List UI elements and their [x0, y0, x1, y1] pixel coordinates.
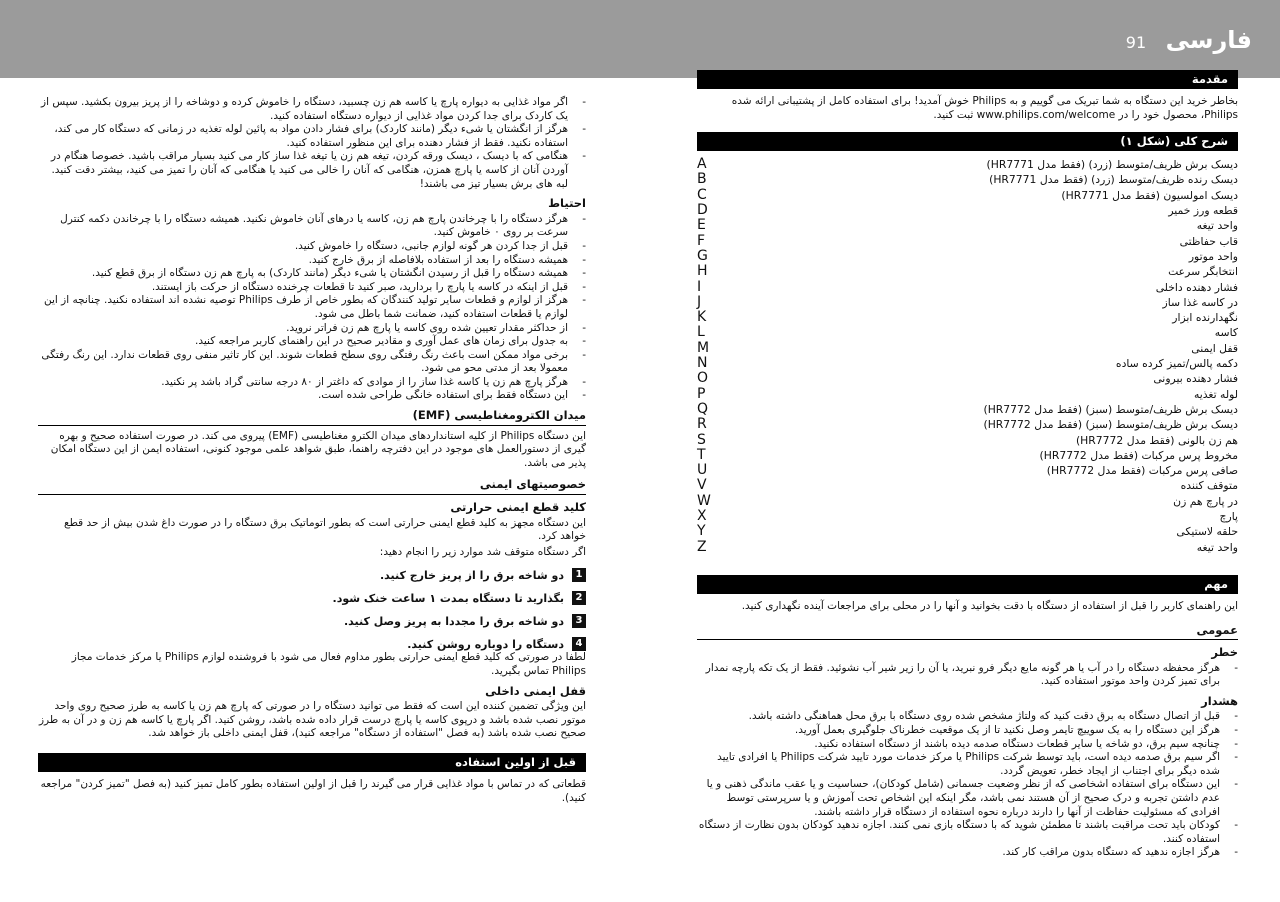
list-item: - هرگز از انگشتان یا شیء دیگر (مانند کاردک) برای فشار دادن مواد به پائین لوله تغذیه در زمانی که دستگاه کار می کند، استفاده نکنید. فقط از فشار دهنده برای این منظور استفاده کنید.: [38, 123, 586, 150]
step-number: 1: [572, 568, 586, 582]
part-item: [697, 509, 1238, 524]
step-number: 2: [572, 591, 586, 605]
list-item: - هرگز محفظه دستگاه را در آب یا هر گونه مایع دیگر فرو نبرید، یا آن را زیر شیر آب نشوئید. فقط از یک تکه پارچه نمدار برای تمیز کردن واحد موتور استفاده کنید.: [697, 662, 1238, 689]
part-description: هم زن بالونی (فقط مدل HR7772): [1075, 433, 1238, 447]
part-description: فشار دهنده داخلی: [1155, 280, 1238, 294]
list-item: - این دستگاه برای استفاده اشخاصی که از نظر وضعیت جسمانی (شامل کودکان)، حساسیت و یا عقب ماندگی ذهنی و یا عدم داشتن تجربه و درک صحیح از آن هستند نمی باشد، مگر اینکه این اشخاص تحت آموزش و یا سرپرستی توسط افرادی که مسئولیت حفاظت از آنها را دارند درباره نحوه استفاده از دستگاه قرار داشته باشند.: [697, 778, 1238, 819]
part-letter: P: [697, 385, 706, 402]
caution-list: [38, 213, 586, 403]
part-item: [697, 371, 1238, 386]
parts-list: [697, 157, 1238, 555]
part-item: [697, 188, 1238, 203]
part-description: قاب حفاظتی: [1179, 234, 1238, 248]
step-item: [38, 568, 586, 582]
overview-heading: شرح کلی (شکل ۱): [697, 132, 1238, 151]
step-number: 3: [572, 614, 586, 628]
first-use-text: قطعاتی که در تماس با مواد غذایی قرار می گیرند را قبل از اولین استفاده بطور کامل تمیز کنید (به فصل "تمیز کردن" مراجعه کنید).: [40, 777, 586, 804]
part-description: در پارچ هم زن: [1173, 494, 1238, 508]
part-letter: Q: [697, 400, 709, 417]
list-item: - هرگز پارچ هم زن یا کاسه غذا ساز را از موادی که داغتر از ۸۰ درجه سانتی گراد باشد پر نکنید.: [38, 376, 586, 390]
part-item: [697, 157, 1238, 172]
part-letter: S: [697, 431, 706, 448]
thermal-text-1: این دستگاه مجهز به کلید قطع ایمنی حرارتی است که بطور اتوماتیک برق دستگاه را در صورت داغ شدن بیش از حد قطع خواهد کرد.: [63, 516, 586, 543]
part-letter: R: [697, 416, 707, 433]
part-letter: A: [697, 156, 707, 173]
part-description: دیسک برش ظریف/متوسط (زرد) (فقط مدل HR7771): [986, 158, 1238, 172]
part-letter: H: [697, 263, 708, 280]
part-item: [697, 540, 1238, 555]
thermal-heading: کلید قطع ایمنی حرارتی: [450, 500, 586, 515]
general-heading: عمومی: [697, 624, 1238, 641]
part-letter: L: [697, 324, 705, 341]
part-description: انتخابگر سرعت: [1168, 265, 1238, 279]
part-letter: D: [697, 202, 708, 219]
part-description: مخروط پرس مرکبات (فقط مدل HR7772): [1039, 448, 1238, 462]
part-description: قطعه ورز خمیر: [1168, 204, 1238, 218]
list-item: - هرگز این دستگاه را به یک سوییچ تایمر وصل نکنید تا از یک موقعیت خطرناک جلوگیری بعمل آورید.: [697, 724, 1238, 738]
part-letter: M: [697, 339, 710, 356]
part-description: حلقه لاستیکی: [1176, 525, 1238, 539]
list-item: - به جدول برای زمان های عمل آوری و مقادیر صحیح در این راهنمای کاربر مراجعه کنید.: [38, 335, 586, 349]
part-item: [697, 264, 1238, 279]
part-item: [697, 172, 1238, 187]
list-item: - اگر مواد غذایی به دیواره پارچ یا کاسه هم زن چسبید، دستگاه را خاموش کرده و دوشاخه را از پریز بیرون بکشید. سپس از یک کاردک برای جدا کردن مواد غذایی از دیواره دستگاه استفاده کنید.: [38, 96, 586, 123]
part-description: دیسک امولسیون (فقط مدل HR7771): [1061, 188, 1238, 202]
part-item: [697, 280, 1238, 295]
important-text: این راهنمای کاربر را قبل از استفاده از دستگاه با دقت بخوانید و آنها را در محلی برای مراجعات آینده نگهداری کنید.: [741, 599, 1238, 612]
part-item: [697, 203, 1238, 218]
part-letter: O: [697, 370, 709, 387]
part-item: [697, 387, 1238, 402]
lock-text: این ویژگی تضمین کننده این است که فقط می توانید دستگاه را در صورتی که پارچ هم زن یا کاسه به طرز صحیح روی واحد موتور نصب شده باشد و درپوی کاسه یا پارچ درست قرار داده شده باشد، روشن کنید. اگر پارچ یا کاسه هم زن و در آن به طرز صحیح نصب شده باشد (به فصل "استفاده از دستگاه" مراجعه کنید)، قفل ایمنی داخلی باز خواهد شد.: [38, 700, 586, 740]
part-description: لوله تغذیه: [1193, 387, 1238, 401]
part-description: دیسک رنده ظریف/متوسط (زرد) (فقط مدل HR7771): [989, 173, 1238, 187]
emf-text: این دستگاه Philips از کلیه استانداردهای میدان الکترو مغناطیسی (EMF) پیروی می کند. در صورت استفاده صحیح و بهره گیری از دستورالعمل های موجود در این دفترچه راهنما، طبق شواهد علمی موجود کنونی، استفاده ایمن از این دستگاه امکان پذیر می باشد.: [50, 429, 586, 469]
part-item: [697, 356, 1238, 371]
emf-heading: میدان الکترومغناطیسی (EMF): [38, 409, 586, 426]
part-letter: N: [697, 355, 708, 372]
list-item: - هرگز از لوازم و قطعات سایر تولید کنندگان که بطور خاص از طرف Philips توصیه نشده اند استفاده نکنید. چنانچه از این لوازم یا قطعات استفاده کنید، ضمانت شما باطل می شود.: [38, 294, 586, 321]
part-item: [697, 478, 1238, 493]
thermal-text-3: لطفا در صورتی که کلید قطع ایمنی حرارتی بطور مداوم فعال می شود با فروشنده لوازم Philips یا مرکز خدمات مجاز Philips تماس بگیرید.: [71, 651, 586, 677]
step-item: [38, 591, 586, 605]
list-item: - کودکان باید تحت مراقبت باشند تا مطمئن شوید که با دستگاه بازی نمی کنند. اجازه ندهید کودکان بدون نظارت از دستگاه استفاده کنند.: [697, 819, 1238, 846]
step-text: بگذارید تا دستگاه بمدت ۱ ساعت خنک شود.: [332, 591, 564, 605]
part-description: متوقف کننده: [1180, 479, 1238, 493]
list-item: - از حداکثر مقدار تعیین شده روی کاسه یا پارچ هم زن فراتر نروید.: [38, 322, 586, 336]
part-description: واحد تیغه: [1196, 219, 1238, 233]
left-column: [38, 96, 586, 807]
part-item: [697, 417, 1238, 432]
part-letter: U: [697, 462, 708, 479]
part-item: [697, 448, 1238, 463]
part-description: صافی پرس مرکبات (فقط مدل HR7772): [1046, 464, 1238, 478]
part-item: [697, 295, 1238, 310]
danger-list: [697, 662, 1238, 689]
warning-list: [697, 710, 1238, 860]
list-item: - چنانچه سیم برق، دو شاخه یا سایر قطعات دستگاه صدمه دیده باشند از دستگاه استفاده نکنید.: [697, 738, 1238, 752]
part-description: دیسک برش ظریف/متوسط (سبز) (فقط مدل HR7772): [983, 418, 1238, 432]
step-item: [38, 614, 586, 628]
lock-heading: قفل ایمنی داخلی: [485, 683, 586, 698]
list-item: - قبل از اینکه در کاسه یا پارچ را بردارید، صبر کنید تا قطعات چرخنده دستگاه از حرکت باز ایستند.: [38, 281, 586, 295]
steps-list: [38, 568, 586, 651]
caution-heading: احتیاط: [548, 196, 586, 211]
part-description: دیسک برش ظریف/متوسط (سبز) (فقط مدل HR7772): [983, 402, 1238, 416]
part-description: در کاسه غذا ساز: [1162, 295, 1238, 309]
part-letter: X: [697, 508, 707, 525]
part-item: [697, 341, 1238, 356]
top-warning-list: [38, 96, 586, 191]
part-letter: T: [697, 446, 706, 463]
part-item: [697, 218, 1238, 233]
step-text: دو شاخه برق را مجددا به پریز وصل کنید.: [343, 614, 564, 628]
part-item: [697, 249, 1238, 264]
intro-heading: مقدمة: [697, 70, 1238, 89]
part-letter: B: [697, 171, 707, 188]
part-letter: K: [697, 309, 707, 326]
list-item: - هنگامی که با دیسک ، دیسک ورقه کردن، تیغه هم زن یا تیغه غذا ساز کار می کنید بسیار مراقب باشید. خصوصا هنگام در آوردن آنان از کاسه یا پارچ همزن، هنگامی که آنان را خالی می کنید یا هنگامی که آنان را تمیز می کنید، بیشتر دقت کنید. لبه های برش بسیار تیز می باشند!: [38, 150, 586, 191]
part-letter: Y: [697, 523, 706, 540]
part-item: [697, 494, 1238, 509]
thermal-text-2: اگر دستگاه متوقف شد موارد زیر را انجام دهید:: [379, 545, 586, 558]
list-item: - این دستگاه فقط برای استفاده خانگی طراحی شده است.: [38, 389, 586, 403]
part-item: [697, 524, 1238, 539]
step-text: دستگاه را دوباره روشن کنید.: [407, 637, 564, 651]
list-item: - همیشه دستگاه را بعد از استفاده بلافاصله از برق خارج کنید.: [38, 254, 586, 268]
part-letter: E: [697, 217, 706, 234]
list-item: - قبل از جدا کردن هر گونه لوازم جانبی، دستگاه را خاموش کنید.: [38, 240, 586, 254]
part-description: قفل ایمنی: [1191, 341, 1238, 355]
safety-heading: خصوصیتهای ایمنی: [38, 478, 586, 495]
part-item: [697, 234, 1238, 249]
list-item: - برخی مواد ممکن است باعث رنگ رفتگی روی سطح قطعات شوند. این کار تاثیر منفی روی قطعات ندارد. این رنگ رفتگی معمولا بعد از مدتی محو می شود.: [38, 349, 586, 376]
part-description: پارچ: [1219, 510, 1238, 524]
part-letter: F: [697, 232, 706, 249]
step-item: [38, 637, 586, 651]
language-title: فارسی: [1165, 26, 1252, 54]
part-item: [697, 325, 1238, 340]
intro-text: بخاطر خرید این دستگاه به شما تبریک می گوییم و به Philips خوش آمدید! برای استفاده کامل از پشتیبانی ارائه شده Philips، محصول خود را در www.philips.com/welcome ثبت کنید.: [731, 95, 1238, 121]
list-item: - اگر سیم برق صدمه دیده است، باید توسط شرکت Philips یا مرکز خدمات مورد تایید شرکت Philips یا افرادی تایید شده دیگر برای اجتناب از ایجاد خطر، تعویض گردد.: [697, 751, 1238, 778]
part-description: واحد تیغه: [1196, 540, 1238, 554]
part-letter: V: [697, 477, 707, 494]
part-letter: W: [697, 492, 711, 509]
list-item: - همیشه دستگاه را قبل از رسیدن انگشتان یا شیء دیگر (مانند کاردک) به پارچ هم زن دستگاه از برق قطع کنید.: [38, 267, 586, 281]
important-heading: مهم: [697, 575, 1238, 594]
part-letter: C: [697, 186, 707, 203]
warning-heading: هشدار: [1201, 693, 1238, 708]
part-item: [697, 402, 1238, 417]
list-item: - هرگز اجازه ندهید که دستگاه بدون مراقب کار کند.: [697, 846, 1238, 860]
part-letter: G: [697, 247, 708, 264]
part-description: فشار دهنده بیرونی: [1153, 372, 1238, 386]
part-item: [697, 433, 1238, 448]
danger-heading: خطر: [1211, 645, 1238, 660]
page-header: [1126, 26, 1252, 54]
part-description: دکمه پالس/تمیز کرده ساده: [1115, 357, 1238, 371]
part-item: [697, 310, 1238, 325]
part-description: نگهدارنده ابزار: [1172, 311, 1238, 325]
part-description: واحد موتور: [1188, 249, 1238, 263]
step-number: 4: [572, 637, 586, 651]
part-letter: Z: [697, 538, 707, 555]
part-description: کاسه: [1214, 326, 1238, 340]
right-column: [697, 66, 1238, 860]
page-number: 91: [1125, 33, 1147, 52]
step-text: دو شاخه برق را از پریز خارج کنید.: [379, 568, 564, 582]
part-letter: I: [697, 278, 702, 295]
part-item: [697, 463, 1238, 478]
list-item: - هرگز دستگاه را با چرخاندن پارچ هم زن، کاسه یا درهای آنان خاموش نکنید. همیشه دستگاه را با چرخاندن دکمه کنترل سرعت بر روی ۰ خاموش کنید.: [38, 213, 586, 240]
list-item: - قبل از اتصال دستگاه به برق دقت کنید که ولتاژ مشخص شده روی دستگاه با برق محل هماهنگی داشته باشد.: [697, 710, 1238, 724]
first-use-heading: قبل از اولین استفاده: [38, 753, 586, 772]
part-letter: J: [697, 293, 702, 310]
